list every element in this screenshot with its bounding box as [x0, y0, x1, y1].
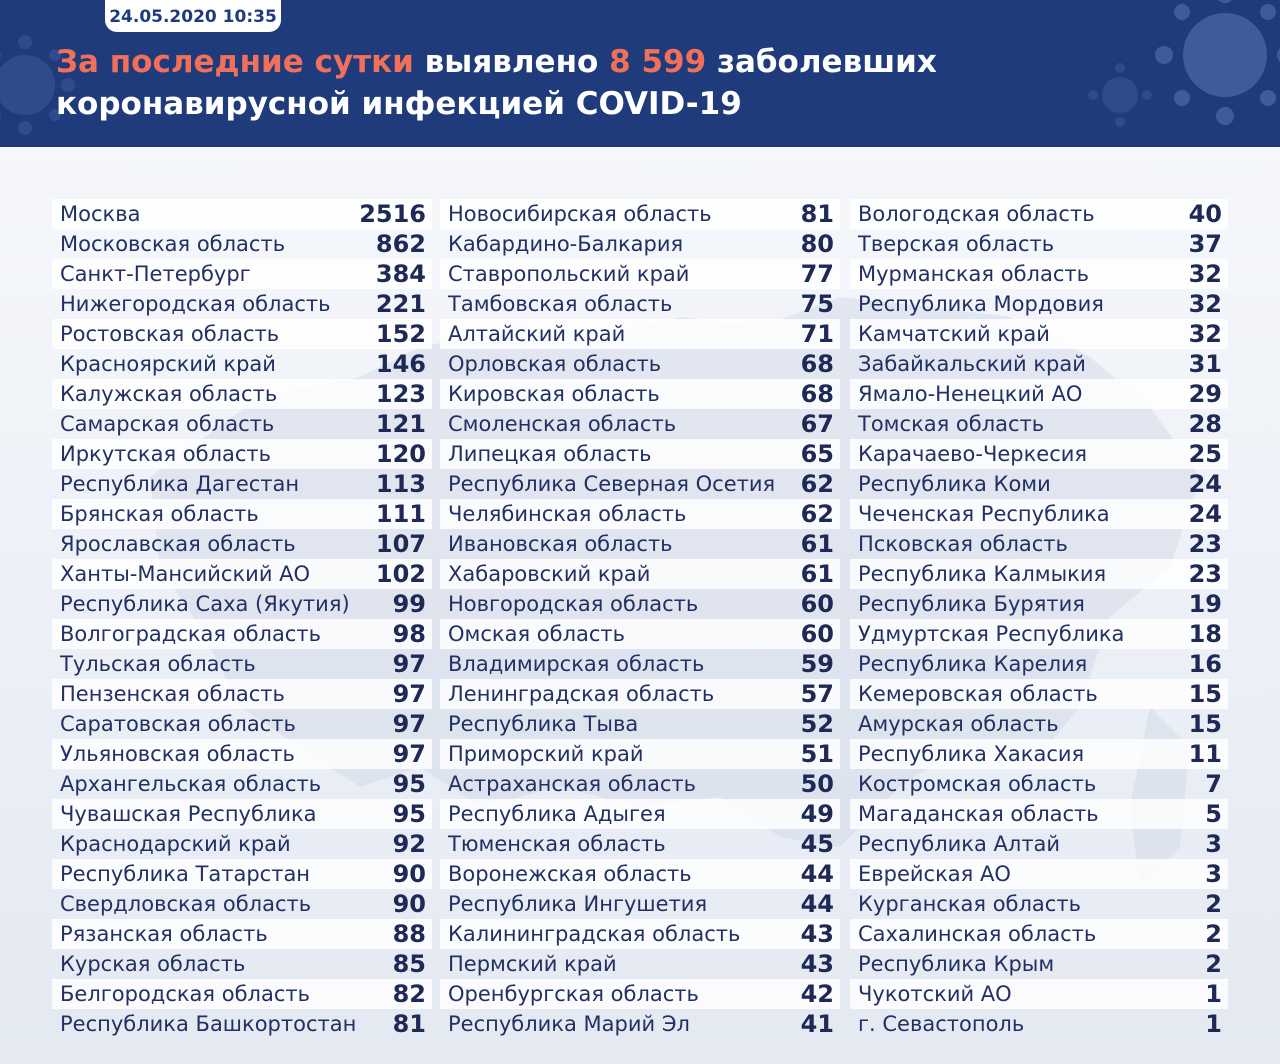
region-name: Московская область — [60, 232, 286, 256]
region-row — [440, 229, 840, 259]
region-row — [52, 439, 432, 469]
region-count: 18 — [1188, 620, 1222, 648]
region-name: Волгоградская область — [60, 622, 321, 646]
region-name: Саратовская область — [60, 712, 296, 736]
region-name: Свердловская область — [60, 892, 312, 916]
region-name: Курганская область — [858, 892, 1081, 916]
region-name: Брянская область — [60, 502, 259, 526]
region-row — [52, 949, 432, 979]
region-count: 121 — [375, 410, 426, 438]
region-name: Республика Мордовия — [858, 292, 1104, 316]
region-name: Кемеровская область — [858, 682, 1098, 706]
region-row — [850, 409, 1228, 439]
region-name: Ханты-Мансийский АО — [60, 562, 311, 586]
region-row — [52, 919, 432, 949]
region-count: 113 — [375, 470, 426, 498]
region-name: Вологодская область — [858, 202, 1095, 226]
region-name: Калининградская область — [448, 922, 741, 946]
region-count: 61 — [800, 530, 834, 558]
region-row — [850, 769, 1228, 799]
region-name: Курская область — [60, 952, 246, 976]
headline — [56, 41, 1056, 125]
region-name: Ставропольский край — [448, 262, 690, 286]
region-name: Республика Саха (Якутия) — [60, 592, 350, 616]
region-row — [52, 979, 432, 1009]
region-name: Республика Коми — [858, 472, 1051, 496]
region-count: 24 — [1188, 500, 1222, 528]
region-row — [440, 259, 840, 289]
region-row — [52, 709, 432, 739]
region-name: Сахалинская область — [858, 922, 1097, 946]
region-row — [52, 799, 432, 829]
region-name: Ярославская область — [60, 532, 296, 556]
region-count: 75 — [800, 290, 834, 318]
region-name: Пензенская область — [60, 682, 285, 706]
region-row — [440, 409, 840, 439]
headline-count: 8 599 — [609, 44, 707, 80]
region-count: 41 — [800, 1010, 834, 1038]
region-name: Амурская область — [858, 712, 1059, 736]
region-count: 44 — [800, 890, 834, 918]
region-row — [52, 679, 432, 709]
region-name: Республика Марий Эл — [448, 1012, 690, 1036]
region-name: Самарская область — [60, 412, 275, 436]
region-row — [850, 649, 1228, 679]
region-row — [440, 649, 840, 679]
region-row — [52, 499, 432, 529]
region-row — [850, 469, 1228, 499]
region-count: 77 — [800, 260, 834, 288]
region-name: Кабардино-Балкария — [448, 232, 684, 256]
region-count: 25 — [1188, 440, 1222, 468]
region-row — [52, 619, 432, 649]
region-name: Приморский край — [448, 742, 644, 766]
region-row — [440, 1009, 840, 1039]
headline-accent: За последние сутки — [56, 44, 414, 80]
region-count: 32 — [1188, 260, 1222, 288]
region-name: Пермский край — [448, 952, 617, 976]
region-count: 152 — [375, 320, 426, 348]
region-row — [850, 379, 1228, 409]
region-row — [440, 469, 840, 499]
region-count: 123 — [375, 380, 426, 408]
region-count: 61 — [800, 560, 834, 588]
region-row — [850, 799, 1228, 829]
region-name: Чукотский АО — [858, 982, 1012, 1006]
region-name: Республика Бурятия — [858, 592, 1085, 616]
region-count: 43 — [800, 950, 834, 978]
region-name: Республика Ингушетия — [448, 892, 708, 916]
region-row — [850, 889, 1228, 919]
region-count: 51 — [800, 740, 834, 768]
region-row — [850, 559, 1228, 589]
region-count: 98 — [392, 620, 426, 648]
region-count: 82 — [392, 980, 426, 1008]
region-name: Республика Алтай — [858, 832, 1061, 856]
region-name: Липецкая область — [448, 442, 652, 466]
headline-line2: коронавирусной инфекцией COVID-19 — [56, 86, 742, 122]
region-row — [850, 739, 1228, 769]
region-name: Тюменская область — [448, 832, 666, 856]
region-count: 65 — [800, 440, 834, 468]
region-name: Кировская область — [448, 382, 660, 406]
region-count: 52 — [800, 710, 834, 738]
region-row — [850, 349, 1228, 379]
region-row — [52, 589, 432, 619]
region-row — [440, 199, 840, 229]
region-row — [52, 889, 432, 919]
region-name: Республика Карелия — [858, 652, 1088, 676]
region-row — [850, 439, 1228, 469]
region-name: Новгородская область — [448, 592, 699, 616]
region-name: Карачаево-Черкесия — [858, 442, 1088, 466]
region-row — [440, 559, 840, 589]
region-row — [440, 739, 840, 769]
region-row — [52, 229, 432, 259]
region-row — [440, 319, 840, 349]
region-row — [52, 769, 432, 799]
region-count: 50 — [800, 770, 834, 798]
regions-column-3 — [850, 199, 1228, 1039]
region-name: Республика Башкортостан — [60, 1012, 357, 1036]
region-name: Республика Тыва — [448, 712, 639, 736]
region-row — [440, 709, 840, 739]
region-name: Удмуртская Республика — [858, 622, 1125, 646]
region-name: Республика Адыгея — [448, 802, 666, 826]
region-row — [440, 949, 840, 979]
region-count: 107 — [375, 530, 426, 558]
region-row — [440, 499, 840, 529]
region-row — [850, 529, 1228, 559]
region-count: 81 — [800, 200, 834, 228]
region-count: 32 — [1188, 320, 1222, 348]
region-name: г. Севастополь — [858, 1012, 1025, 1036]
region-row — [440, 619, 840, 649]
region-count: 15 — [1188, 680, 1222, 708]
region-name: Белгородская область — [60, 982, 310, 1006]
headline-rest: заболевших — [716, 44, 937, 80]
region-count: 95 — [392, 770, 426, 798]
region-count: 19 — [1188, 590, 1222, 618]
region-name: Воронежская область — [448, 862, 692, 886]
region-count: 37 — [1188, 230, 1222, 258]
region-name: Чувашская Республика — [60, 802, 317, 826]
region-row — [52, 469, 432, 499]
region-row — [52, 319, 432, 349]
region-row — [850, 679, 1228, 709]
region-count: 95 — [392, 800, 426, 828]
region-row — [440, 439, 840, 469]
region-row — [850, 319, 1228, 349]
region-count: 102 — [375, 560, 426, 588]
region-count: 29 — [1188, 380, 1222, 408]
region-name: Псковская область — [858, 532, 1068, 556]
region-count: 16 — [1188, 650, 1222, 678]
headline-mid: выявлено — [424, 44, 599, 80]
region-row — [850, 979, 1228, 1009]
region-row — [850, 859, 1228, 889]
region-row — [440, 379, 840, 409]
region-row — [52, 199, 432, 229]
region-row — [440, 289, 840, 319]
region-count: 7 — [1205, 770, 1222, 798]
region-row — [440, 859, 840, 889]
region-name: Архангельская область — [60, 772, 322, 796]
region-count: 97 — [392, 680, 426, 708]
region-row — [440, 769, 840, 799]
region-count: 15 — [1188, 710, 1222, 738]
region-name: Ленинградская область — [448, 682, 715, 706]
region-row — [52, 379, 432, 409]
region-row — [52, 1009, 432, 1039]
header-banner — [0, 0, 1280, 147]
region-row — [52, 859, 432, 889]
region-count: 60 — [800, 620, 834, 648]
region-count: 99 — [392, 590, 426, 618]
region-name: Камчатский край — [858, 322, 1050, 346]
region-row — [440, 979, 840, 1009]
region-row — [850, 589, 1228, 619]
region-name: Челябинская область — [448, 502, 687, 526]
region-count: 67 — [800, 410, 834, 438]
region-name: Краснодарский край — [60, 832, 291, 856]
region-name: Смоленская область — [448, 412, 677, 436]
virus-decoration-small-icon — [1085, 60, 1155, 130]
region-count: 40 — [1188, 200, 1222, 228]
region-count: 23 — [1188, 560, 1222, 588]
region-name: Республика Северная Осетия — [448, 472, 776, 496]
region-name: Оренбургская область — [448, 982, 699, 1006]
region-name: Иркутская область — [60, 442, 272, 466]
region-row — [850, 499, 1228, 529]
region-count: 3 — [1205, 830, 1222, 858]
region-row — [52, 409, 432, 439]
region-count: 5 — [1205, 800, 1222, 828]
region-count: 57 — [800, 680, 834, 708]
region-row — [52, 349, 432, 379]
region-name: Ивановская область — [448, 532, 673, 556]
region-name: Республика Крым — [858, 952, 1055, 976]
region-count: 85 — [392, 950, 426, 978]
region-name: Ямало-Ненецкий АО — [858, 382, 1083, 406]
region-row — [52, 559, 432, 589]
region-count: 1 — [1205, 1010, 1222, 1038]
region-count: 2 — [1205, 920, 1222, 948]
region-count: 62 — [800, 470, 834, 498]
region-name: Красноярский край — [60, 352, 276, 376]
region-row — [440, 799, 840, 829]
region-name: Омская область — [448, 622, 626, 646]
region-name: Москва — [60, 202, 141, 226]
region-count: 88 — [392, 920, 426, 948]
region-name: Чеченская Республика — [858, 502, 1110, 526]
region-row — [850, 709, 1228, 739]
region-count: 97 — [392, 710, 426, 738]
region-name: Алтайский край — [448, 322, 626, 346]
region-count: 384 — [375, 260, 426, 288]
region-name: Орловская область — [448, 352, 662, 376]
region-name: Нижегородская область — [60, 292, 331, 316]
region-count: 90 — [392, 860, 426, 888]
region-name: Республика Калмыкия — [858, 562, 1107, 586]
region-count: 28 — [1188, 410, 1222, 438]
region-name: Хабаровский край — [448, 562, 651, 586]
regions-column-1 — [52, 199, 432, 1039]
region-count: 11 — [1188, 740, 1222, 768]
region-row — [850, 229, 1228, 259]
region-count: 862 — [375, 230, 426, 258]
region-name: Ульяновская область — [60, 742, 295, 766]
region-row — [440, 529, 840, 559]
region-count: 81 — [392, 1010, 426, 1038]
region-row — [440, 919, 840, 949]
region-count: 97 — [392, 740, 426, 768]
region-row — [850, 289, 1228, 319]
region-row — [850, 199, 1228, 229]
region-row — [52, 829, 432, 859]
region-name: Еврейская АО — [858, 862, 1011, 886]
region-name: Республика Хакасия — [858, 742, 1085, 766]
region-name: Томская область — [858, 412, 1045, 436]
region-count: 60 — [800, 590, 834, 618]
region-count: 49 — [800, 800, 834, 828]
region-name: Тульская область — [60, 652, 256, 676]
region-row — [52, 259, 432, 289]
region-row — [850, 829, 1228, 859]
region-row — [850, 1009, 1228, 1039]
region-row — [440, 349, 840, 379]
region-count: 111 — [375, 500, 426, 528]
region-count: 59 — [800, 650, 834, 678]
region-count: 43 — [800, 920, 834, 948]
region-name: Мурманская область — [858, 262, 1089, 286]
region-name: Республика Дагестан — [60, 472, 300, 496]
region-row — [52, 649, 432, 679]
region-name: Калужская область — [60, 382, 278, 406]
region-row — [440, 889, 840, 919]
region-name: Санкт-Петербург — [60, 262, 251, 286]
region-row — [52, 739, 432, 769]
region-count: 68 — [800, 350, 834, 378]
region-count: 2516 — [359, 200, 426, 228]
region-row — [440, 589, 840, 619]
region-count: 31 — [1188, 350, 1222, 378]
regions-column-2 — [440, 199, 840, 1039]
region-row — [52, 529, 432, 559]
region-count: 90 — [392, 890, 426, 918]
region-count: 45 — [800, 830, 834, 858]
region-count: 23 — [1188, 530, 1222, 558]
region-name: Забайкальский край — [858, 352, 1086, 376]
region-name: Ростовская область — [60, 322, 280, 346]
region-count: 2 — [1205, 950, 1222, 978]
virus-decoration-right-icon — [1150, 0, 1280, 130]
region-name: Тверская область — [858, 232, 1055, 256]
region-count: 24 — [1188, 470, 1222, 498]
region-count: 3 — [1205, 860, 1222, 888]
region-row — [440, 679, 840, 709]
region-row — [850, 259, 1228, 289]
region-name: Астраханская область — [448, 772, 697, 796]
region-count: 221 — [375, 290, 426, 318]
region-count: 71 — [800, 320, 834, 348]
region-name: Новосибирская область — [448, 202, 712, 226]
region-row — [440, 829, 840, 859]
region-row — [850, 619, 1228, 649]
region-count: 92 — [392, 830, 426, 858]
date-badge: 24.05.2020 10:35 — [105, 0, 281, 32]
content-area — [0, 147, 1280, 1064]
region-count: 2 — [1205, 890, 1222, 918]
region-count: 97 — [392, 650, 426, 678]
region-count: 44 — [800, 860, 834, 888]
region-name: Владимирская область — [448, 652, 705, 676]
region-count: 146 — [375, 350, 426, 378]
region-count: 62 — [800, 500, 834, 528]
region-count: 1 — [1205, 980, 1222, 1008]
region-count: 42 — [800, 980, 834, 1008]
region-row — [850, 919, 1228, 949]
region-count: 32 — [1188, 290, 1222, 318]
region-count: 68 — [800, 380, 834, 408]
region-count: 80 — [800, 230, 834, 258]
region-count: 120 — [375, 440, 426, 468]
region-row — [52, 289, 432, 319]
region-row — [850, 949, 1228, 979]
region-name: Республика Татарстан — [60, 862, 311, 886]
region-name: Магаданская область — [858, 802, 1099, 826]
region-name: Тамбовская область — [448, 292, 673, 316]
region-name: Костромская область — [858, 772, 1097, 796]
region-name: Рязанская область — [60, 922, 268, 946]
